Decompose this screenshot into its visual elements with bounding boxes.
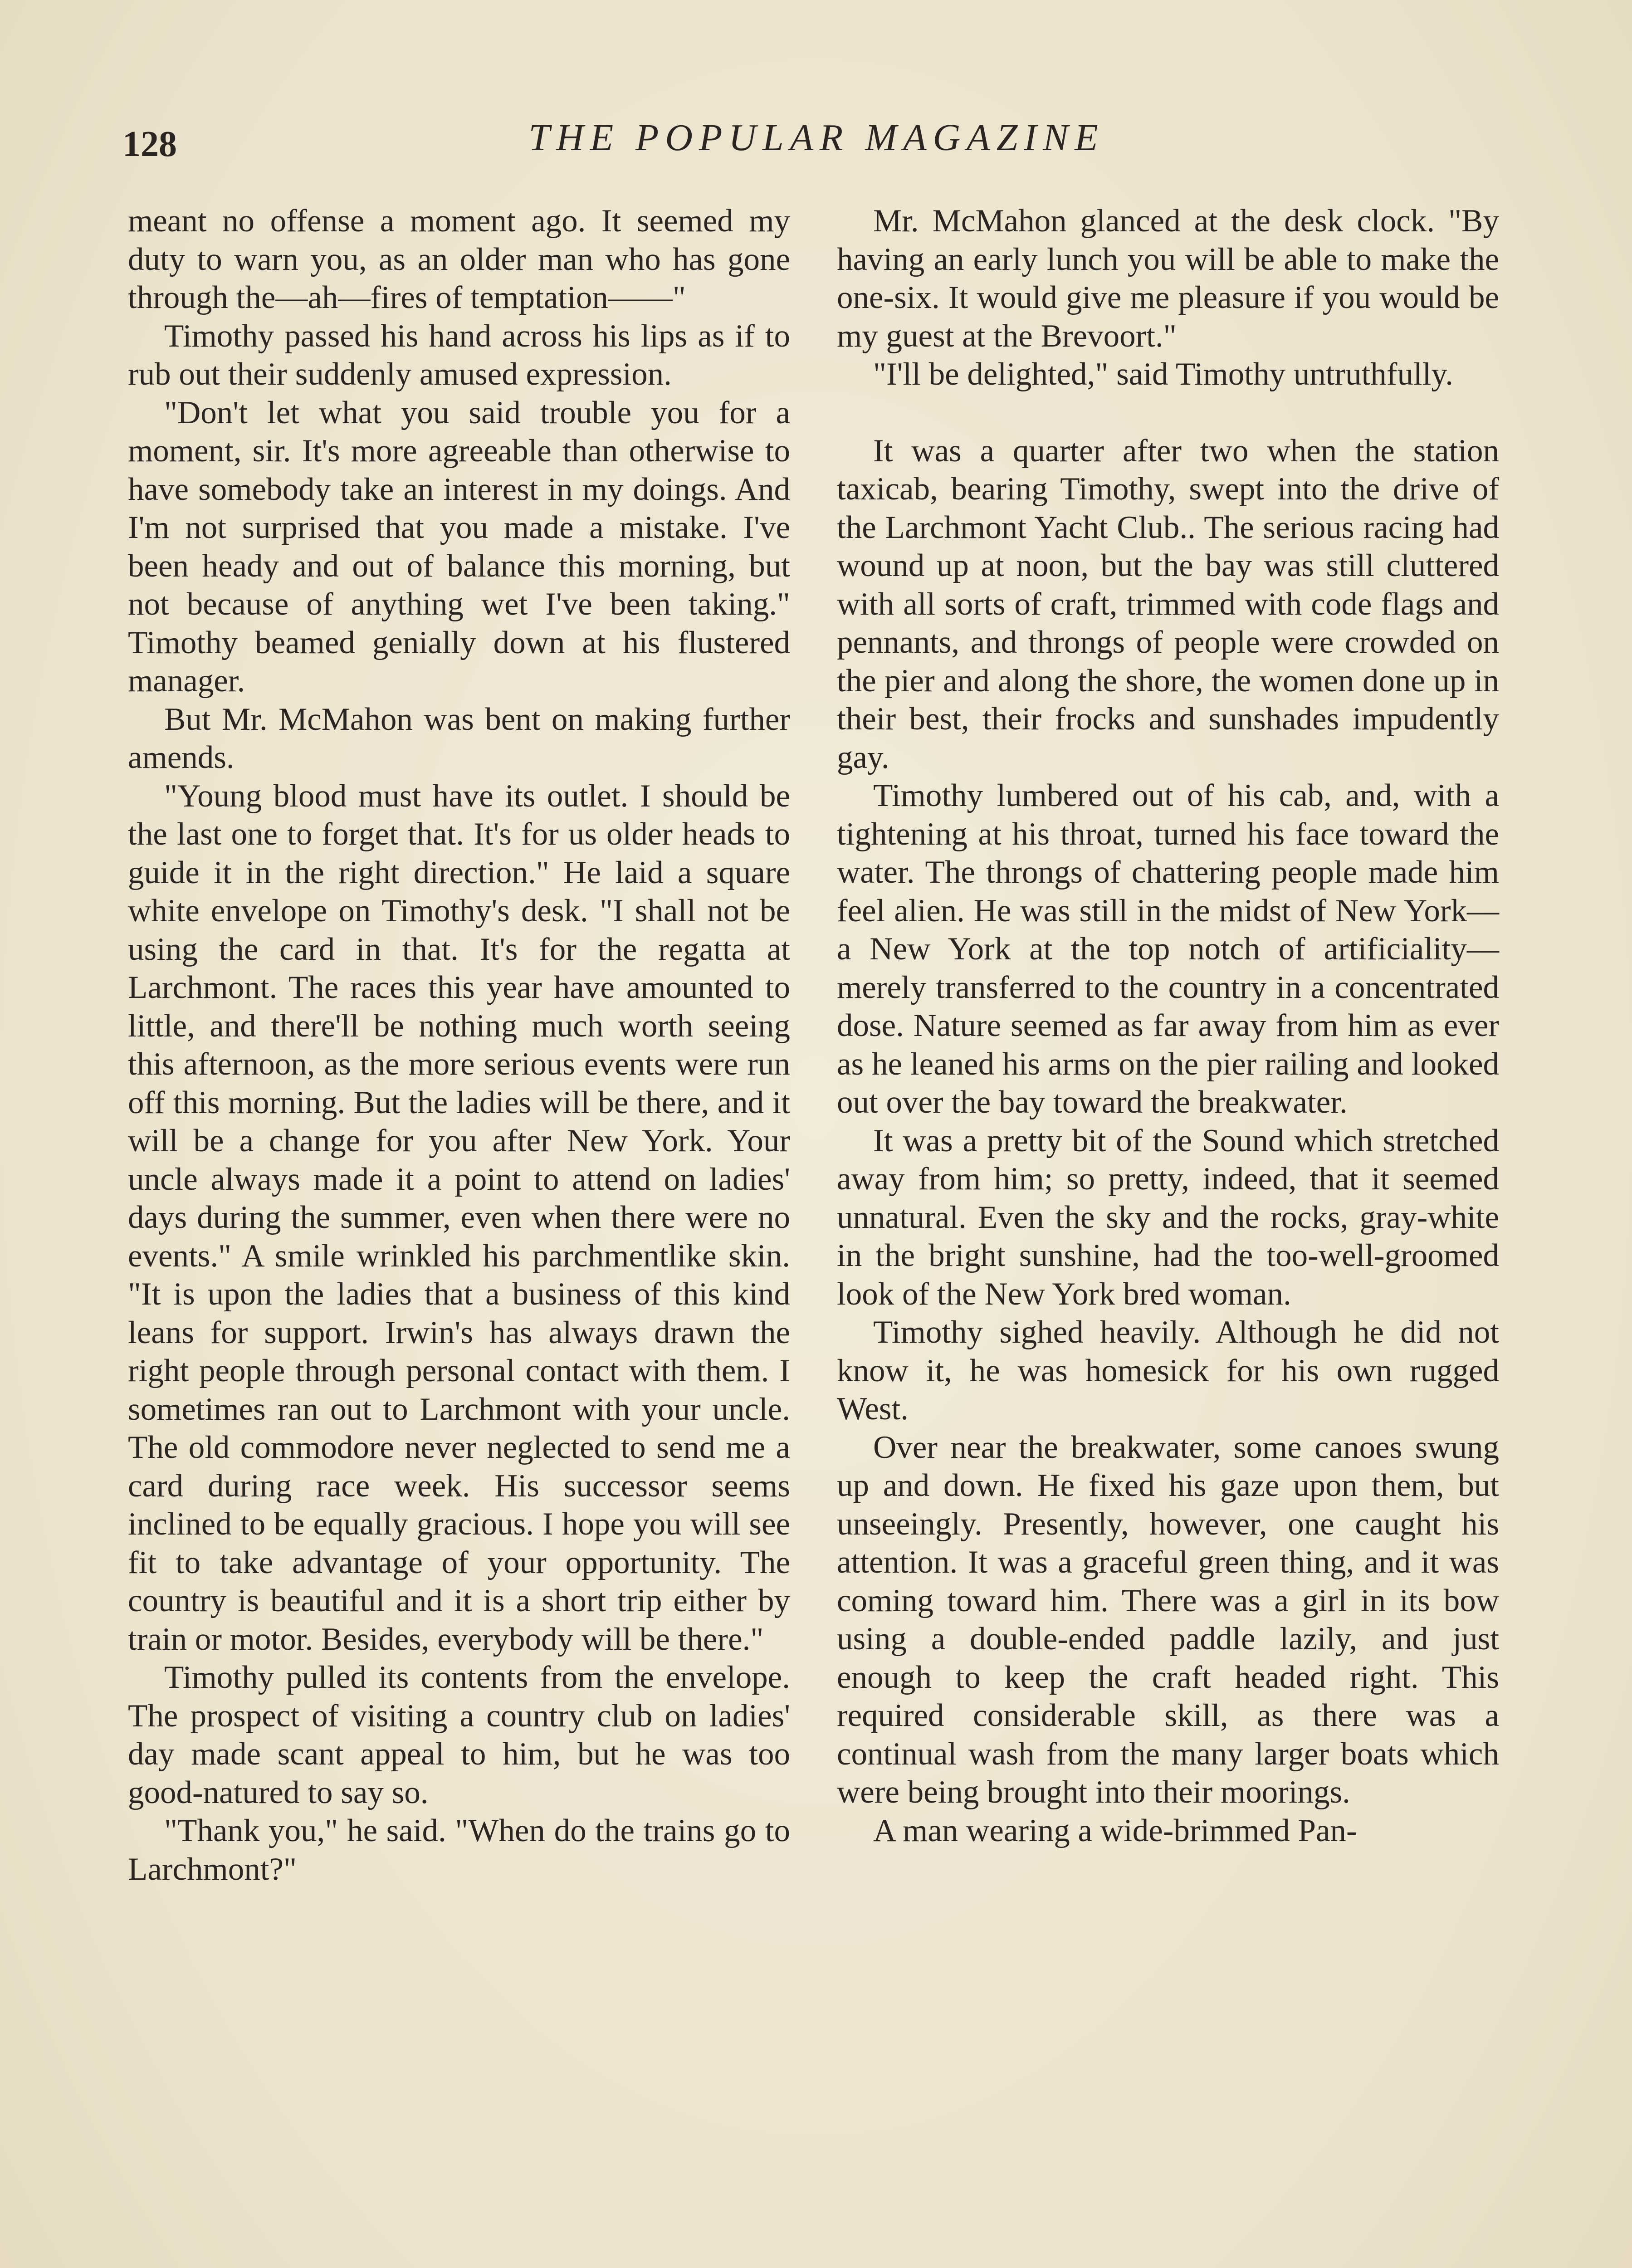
paragraph: "Young blood must have its outlet. I should be the last one to forget that. It's for us older heads to guide it in the right direction." He laid a square white envelope on Timothy's desk. "I shall not be using the card in that. It's for the regatta at Larchmont. The races this year have amounted to little, and there'll be nothing much worth seeing this afternoon, as the more serious events were run off this morning. But the ladies will be there, and it will be a change for you after New York. Your uncle always made it a point to attend on ladies' days during the summer, even when there were no events." A smile wrinkled his parchmentlike skin. "It is upon the ladies that a business of this kind leans for support. Irwin's has always drawn the right people through personal contact with them. I sometimes ran out to Larchmont with your uncle. The old commodore never neglected to send me a card during race week. His successor seems inclined to be equally gracious. I hope you will see fit to take advantage of your opportunity. The country is beautiful and it is a short trip either by train or motor. Besides, everybody will be there." xyxy=(128,778,790,1657)
paragraph: Mr. McMahon glanced at the desk clock. "By having an early lunch you will be able to make the one-six. It would give me pleasure if you would be my guest at the Brevoort." xyxy=(837,203,1499,354)
paragraph: Timothy lumbered out of his cab, and, with a tightening at his throat, turned his face toward the water. The throngs of chattering people made him feel alien. He was still in the midst of New York—a New York at the top notch of artificiality—merely transferred to the country in a concentrated dose. Nature seemed as far away from him as ever as he leaned his arms on the pier railing and looked out over the bay toward the breakwater. xyxy=(837,778,1499,1120)
left-column xyxy=(128,202,790,1888)
paragraph: "Don't let what you said trouble you for a moment, sir. It's more agreeable than otherwise to have somebody take an interest in my doings. And I'm not surprised that you made a mistake. I've been heady and out of balance this morning, but not because of anything wet I've been taking." Timothy beamed genially down at his flustered manager. xyxy=(128,395,790,699)
paragraph: Timothy passed his hand across his lips as if to rub out their suddenly amused expression. xyxy=(128,318,790,392)
paragraph: Timothy pulled its contents from the envelope. The prospect of visiting a country club on ladies' day made scant appeal to him, but he was too good-natured to say so. xyxy=(128,1660,790,1810)
page-number: 128 xyxy=(122,124,177,164)
paragraph: "I'll be delighted," said Timothy untruthfully. xyxy=(873,357,1454,392)
paragraph: meant no offense a moment ago. It seemed my duty to warn you, as an older man who has gone through the—ah—fires of temptation——" xyxy=(128,203,790,315)
paragraph: A man wearing a wide-brimmed Pan- xyxy=(873,1813,1357,1848)
right-column xyxy=(837,202,1499,1850)
page-header xyxy=(122,116,1510,170)
paragraph: But Mr. McMahon was bent on making further amends. xyxy=(128,701,790,775)
paragraph: Over near the breakwater, some canoes swung up and down. He fixed his gaze upon them, but unseeingly. Presently, however, one caught his attention. It was a graceful green thing, and it was coming toward him. There was a girl in its bow using a double-ended paddle lazily, and just enough to keep the craft headed right. This required considerable skill, as there was a continual wash from the many larger boats which were being brought into their moorings. xyxy=(837,1429,1499,1810)
running-title: THE POPULAR MAGAZINE xyxy=(528,117,1104,159)
paragraph: "Thank you," he said. "When do the trains go to Larchmont?" xyxy=(128,1813,790,1887)
paragraph: It was a pretty bit of the Sound which stretched away from him; so pretty, indeed, that it seemed unnatural. Even the sky and the rocks, gray-white in the bright sunshine, had the too-well-groomed look of the New York bred woman. xyxy=(837,1123,1499,1312)
paragraph: It was a quarter after two when the station taxicab, bearing Timothy, swept into the drive of the Larchmont Yacht Club.. The serious racing had wound up at noon, but the bay was still cluttered with all sorts of craft, trimmed with code flags and pennants, and throngs of people were crowded on the pier and along the shore, the women done up in their best, their frocks and sunshades impudently gay. xyxy=(837,433,1499,775)
paragraph: Timothy sighed heavily. Although he did not know it, he was homesick for his own rugged West. xyxy=(837,1315,1499,1427)
